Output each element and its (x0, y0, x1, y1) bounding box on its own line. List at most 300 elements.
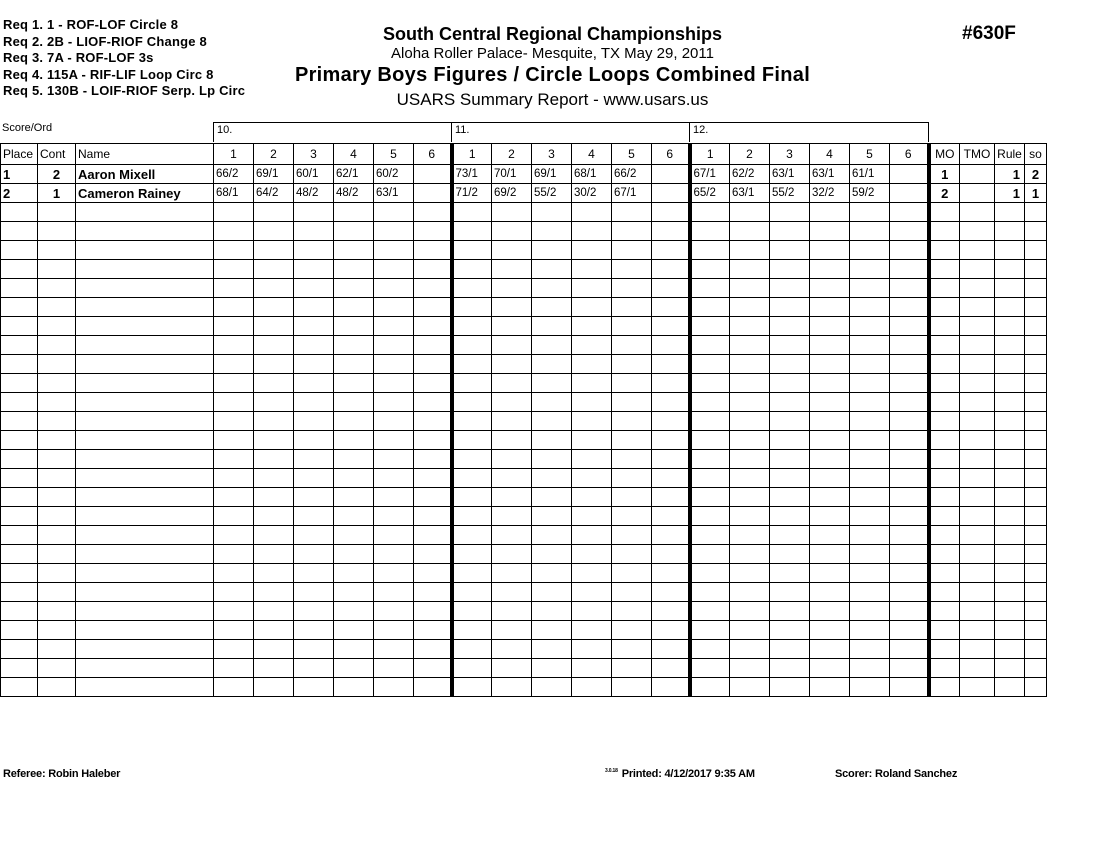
score-cell (890, 678, 929, 697)
score-cell (374, 412, 414, 431)
score-cell (492, 450, 532, 469)
table-row (1, 184, 1047, 203)
score-cell (572, 659, 612, 678)
score-cell (690, 355, 730, 374)
score-cell (452, 640, 492, 659)
mo-cell (929, 564, 960, 583)
empty-row (1, 203, 1047, 222)
score-cell (890, 602, 929, 621)
rule-cell (995, 355, 1025, 374)
empty-row (1, 374, 1047, 393)
score-cell (414, 602, 452, 621)
score-cell (214, 431, 254, 450)
col-g12-judge-6: 6 (890, 144, 929, 165)
score-cell (334, 222, 374, 241)
score-cell (612, 279, 652, 298)
score-cell (690, 241, 730, 260)
score-cell (612, 488, 652, 507)
score-cell (690, 298, 730, 317)
score-cell (532, 450, 572, 469)
score-cell (492, 564, 532, 583)
place-cell (1, 393, 38, 412)
score-cell (810, 469, 850, 488)
score-cell (374, 678, 414, 697)
cont-cell (38, 260, 76, 279)
place-cell (1, 640, 38, 659)
col-g10-judge-1: 1 (214, 144, 254, 165)
place-cell (1, 298, 38, 317)
score-cell: 55/2 (532, 184, 572, 203)
rule-cell (995, 545, 1025, 564)
cont-cell (38, 564, 76, 583)
score-cell (414, 184, 452, 203)
rule-cell (995, 393, 1025, 412)
rule-cell (995, 431, 1025, 450)
score-cell (770, 488, 810, 507)
score-cell (254, 336, 294, 355)
score-cell (572, 279, 612, 298)
so-cell (1025, 678, 1047, 697)
score-cell (414, 336, 452, 355)
mo-cell (929, 241, 960, 260)
rule-cell: 1 (995, 184, 1025, 203)
score-cell (810, 393, 850, 412)
score-cell: 55/2 (770, 184, 810, 203)
empty-row (1, 583, 1047, 602)
score-cell (612, 336, 652, 355)
score-cell (652, 241, 690, 260)
score-cell (890, 659, 929, 678)
score-cell (690, 469, 730, 488)
rule-cell (995, 507, 1025, 526)
score-cell (294, 431, 334, 450)
name-cell (76, 355, 214, 374)
score-cell (850, 412, 890, 431)
score-cell (690, 374, 730, 393)
score-cell (492, 393, 532, 412)
cont-cell (38, 507, 76, 526)
score-cell (414, 450, 452, 469)
score-cell (890, 298, 929, 317)
score-cell (770, 374, 810, 393)
score-cell (652, 659, 690, 678)
tmo-cell (960, 412, 995, 431)
score-cell (652, 222, 690, 241)
score-cell (374, 222, 414, 241)
score-cell (690, 602, 730, 621)
score-cell (532, 298, 572, 317)
score-cell (214, 488, 254, 507)
score-cell (850, 222, 890, 241)
score-cell (612, 260, 652, 279)
score-cell: 66/2 (612, 165, 652, 184)
score-cell (532, 526, 572, 545)
group-header-12: 12. (689, 122, 929, 142)
score-cell (492, 678, 532, 697)
name-cell (76, 583, 214, 602)
score-cell (652, 317, 690, 336)
score-cell: 60/2 (374, 165, 414, 184)
results-table (0, 143, 1047, 697)
score-cell (414, 678, 452, 697)
place-cell (1, 621, 38, 640)
score-cell (850, 203, 890, 222)
score-cell (690, 678, 730, 697)
score-cell (770, 450, 810, 469)
score-cell (452, 507, 492, 526)
score-cell (414, 317, 452, 336)
score-cell (294, 507, 334, 526)
score-cell (254, 412, 294, 431)
empty-row (1, 602, 1047, 621)
score-cell (334, 279, 374, 298)
so-cell (1025, 241, 1047, 260)
score-cell (890, 165, 929, 184)
score-cell (770, 507, 810, 526)
score-cell (572, 317, 612, 336)
mo-cell: 1 (929, 165, 960, 184)
score-cell (890, 640, 929, 659)
score-cell (652, 165, 690, 184)
score-cell (334, 564, 374, 583)
so-cell (1025, 621, 1047, 640)
score-cell (254, 355, 294, 374)
so-cell (1025, 545, 1047, 564)
score-cell (850, 659, 890, 678)
score-cell (810, 507, 850, 526)
score-cell (294, 279, 334, 298)
score-cell (374, 374, 414, 393)
score-cell (294, 678, 334, 697)
score-cell (612, 374, 652, 393)
empty-row (1, 355, 1047, 374)
cont-cell (38, 545, 76, 564)
score-cell: 65/2 (690, 184, 730, 203)
empty-row (1, 545, 1047, 564)
tmo-cell (960, 450, 995, 469)
score-cell (334, 203, 374, 222)
col-g10-judge-5: 5 (374, 144, 414, 165)
score-cell: 63/1 (770, 165, 810, 184)
col-g10-judge-3: 3 (294, 144, 334, 165)
score-cell (374, 298, 414, 317)
score-cell: 71/2 (452, 184, 492, 203)
score-cell (294, 583, 334, 602)
score-cell (294, 355, 334, 374)
score-cell (294, 412, 334, 431)
score-cell (572, 469, 612, 488)
score-cell (214, 621, 254, 640)
rule-cell (995, 564, 1025, 583)
score-cell (770, 355, 810, 374)
score-cell (532, 659, 572, 678)
score-cell (374, 393, 414, 412)
place-cell (1, 526, 38, 545)
score-cell (770, 545, 810, 564)
score-cell (414, 640, 452, 659)
score-cell (730, 393, 770, 412)
score-cell (294, 393, 334, 412)
so-cell (1025, 564, 1047, 583)
score-cell (690, 260, 730, 279)
score-cell (730, 450, 770, 469)
score-cell (492, 488, 532, 507)
score-cell (294, 222, 334, 241)
score-cell (652, 621, 690, 640)
name-cell (76, 602, 214, 621)
score-cell (492, 526, 532, 545)
score-cell (810, 621, 850, 640)
score-cell (652, 431, 690, 450)
column-header-row (1, 144, 1047, 165)
score-cell (652, 279, 690, 298)
score-cell (492, 507, 532, 526)
score-cell (452, 203, 492, 222)
empty-row (1, 469, 1047, 488)
score-cell: 69/1 (254, 165, 294, 184)
score-cell (334, 621, 374, 640)
name-cell (76, 222, 214, 241)
place-cell (1, 336, 38, 355)
tmo-cell (960, 469, 995, 488)
col-g10-judge-2: 2 (254, 144, 294, 165)
score-cell (334, 488, 374, 507)
empty-row (1, 241, 1047, 260)
score-cell (492, 659, 532, 678)
name-cell (76, 659, 214, 678)
score-cell (690, 222, 730, 241)
score-cell: 64/2 (254, 184, 294, 203)
score-cell (572, 564, 612, 583)
score-cell (532, 640, 572, 659)
mo-cell (929, 203, 960, 222)
score-cell (652, 640, 690, 659)
score-cell (492, 602, 532, 621)
score-cell (890, 412, 929, 431)
score-cell (532, 412, 572, 431)
score-cell (652, 203, 690, 222)
mo-cell (929, 488, 960, 507)
score-cell (374, 317, 414, 336)
score-cell (452, 621, 492, 640)
score-cell (690, 640, 730, 659)
score-cell: 73/1 (452, 165, 492, 184)
score-cell (374, 526, 414, 545)
so-cell: 2 (1025, 165, 1047, 184)
score-cell (294, 469, 334, 488)
score-cell (850, 640, 890, 659)
score-cell (374, 260, 414, 279)
score-cell (572, 583, 612, 602)
score-cell (612, 469, 652, 488)
score-cell (452, 488, 492, 507)
score-cell (612, 450, 652, 469)
place-cell (1, 564, 38, 583)
tmo-cell (960, 678, 995, 697)
score-cell (374, 336, 414, 355)
tmo-cell (960, 260, 995, 279)
score-cell: 32/2 (810, 184, 850, 203)
requirement-1: Req 1. 1 - ROF-LOF Circle 8 (3, 17, 179, 32)
score-cell (890, 488, 929, 507)
score-ord-label: Score/Ord (2, 122, 53, 134)
score-cell (214, 260, 254, 279)
col-place: Place (1, 144, 38, 165)
score-cell (214, 355, 254, 374)
so-cell (1025, 526, 1047, 545)
score-cell (214, 678, 254, 697)
score-cell (414, 583, 452, 602)
place-cell (1, 222, 38, 241)
printed-info (605, 768, 755, 780)
score-cell (414, 526, 452, 545)
col-name: Name (76, 144, 214, 165)
score-cell (890, 469, 929, 488)
score-cell (414, 545, 452, 564)
score-cell (294, 241, 334, 260)
place-cell: 1 (1, 165, 38, 184)
score-cell (572, 374, 612, 393)
score-cell (532, 260, 572, 279)
score-cell (452, 602, 492, 621)
score-cell (612, 317, 652, 336)
score-cell (770, 564, 810, 583)
score-cell (652, 298, 690, 317)
score-cell (214, 279, 254, 298)
empty-row (1, 336, 1047, 355)
score-cell (452, 659, 492, 678)
score-cell (850, 393, 890, 412)
score-cell (572, 203, 612, 222)
name-cell (76, 488, 214, 507)
score-cell (294, 298, 334, 317)
score-cell (414, 488, 452, 507)
rule-cell (995, 602, 1025, 621)
score-cell (294, 659, 334, 678)
rule-cell (995, 678, 1025, 697)
score-cell: 61/1 (850, 165, 890, 184)
score-cell (572, 336, 612, 355)
mo-cell (929, 659, 960, 678)
score-cell (810, 450, 850, 469)
score-cell (730, 469, 770, 488)
cont-cell (38, 222, 76, 241)
tmo-cell (960, 545, 995, 564)
col-g12-judge-4: 4 (810, 144, 850, 165)
score-cell (652, 564, 690, 583)
tmo-cell (960, 526, 995, 545)
tmo-cell (960, 621, 995, 640)
score-cell (730, 488, 770, 507)
score-cell: 62/1 (334, 165, 374, 184)
score-cell (532, 564, 572, 583)
score-cell (334, 355, 374, 374)
score-cell (414, 203, 452, 222)
score-cell (730, 355, 770, 374)
col-g12-judge-1: 1 (690, 144, 730, 165)
score-cell: 68/1 (572, 165, 612, 184)
score-cell (254, 431, 294, 450)
name-cell: Cameron Rainey (76, 184, 214, 203)
score-cell (690, 279, 730, 298)
empty-row (1, 450, 1047, 469)
score-cell (414, 298, 452, 317)
score-cell (770, 640, 810, 659)
score-cell (572, 450, 612, 469)
score-cell (730, 564, 770, 583)
score-cell (770, 621, 810, 640)
name-cell (76, 317, 214, 336)
printed-date: Printed: 4/12/2017 9:35 AM (621, 768, 755, 780)
name-cell (76, 678, 214, 697)
rule-cell (995, 336, 1025, 355)
score-cell (414, 165, 452, 184)
rule-cell (995, 279, 1025, 298)
rule-cell (995, 621, 1025, 640)
score-cell (890, 336, 929, 355)
score-cell (770, 526, 810, 545)
mo-cell: 2 (929, 184, 960, 203)
rule-cell (995, 317, 1025, 336)
score-cell: 67/1 (690, 165, 730, 184)
tmo-cell (960, 279, 995, 298)
score-cell (214, 507, 254, 526)
place-cell (1, 507, 38, 526)
score-cell (890, 279, 929, 298)
score-cell (690, 336, 730, 355)
score-cell (690, 431, 730, 450)
col-g12-judge-3: 3 (770, 144, 810, 165)
score-cell (850, 545, 890, 564)
score-cell (652, 260, 690, 279)
score-cell (652, 355, 690, 374)
score-cell (294, 564, 334, 583)
score-cell (612, 298, 652, 317)
score-cell (770, 203, 810, 222)
score-cell (652, 412, 690, 431)
place-cell (1, 412, 38, 431)
score-cell (334, 336, 374, 355)
rule-cell (995, 298, 1025, 317)
score-cell (492, 374, 532, 393)
so-cell (1025, 374, 1047, 393)
score-cell (374, 640, 414, 659)
mo-cell (929, 374, 960, 393)
score-cell (850, 298, 890, 317)
score-cell (492, 621, 532, 640)
tmo-cell (960, 241, 995, 260)
score-cell (770, 298, 810, 317)
score-cell (254, 526, 294, 545)
score-cell (452, 241, 492, 260)
score-cell (492, 317, 532, 336)
score-cell (890, 374, 929, 393)
score-cell (770, 317, 810, 336)
score-cell (294, 374, 334, 393)
score-cell (214, 374, 254, 393)
cont-cell (38, 526, 76, 545)
score-cell (452, 374, 492, 393)
tmo-cell (960, 583, 995, 602)
score-cell (890, 317, 929, 336)
score-cell (492, 336, 532, 355)
so-cell (1025, 260, 1047, 279)
score-cell (374, 583, 414, 602)
tmo-cell (960, 355, 995, 374)
tmo-cell (960, 336, 995, 355)
score-cell (612, 431, 652, 450)
score-cell (374, 659, 414, 678)
